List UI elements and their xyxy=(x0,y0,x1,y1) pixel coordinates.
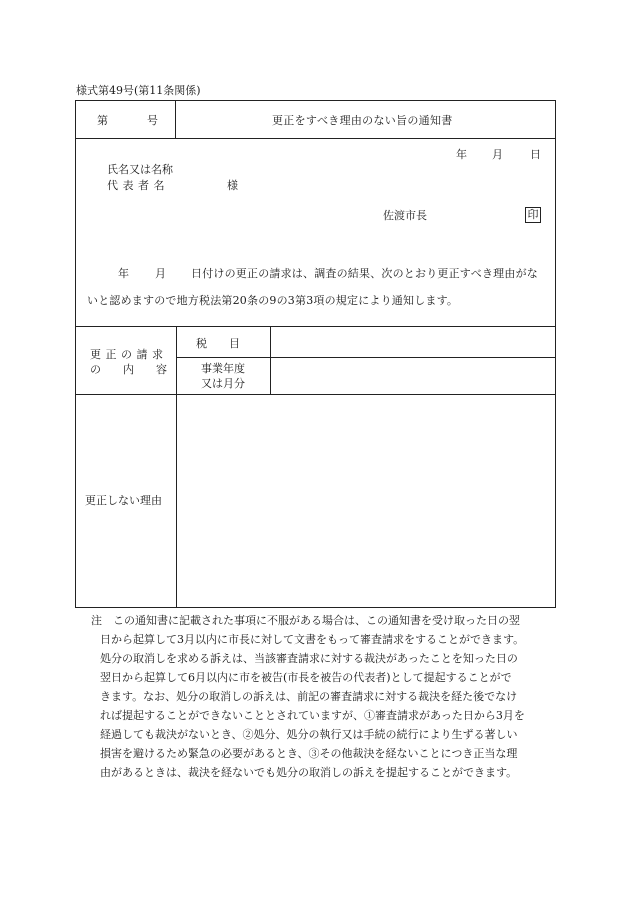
header-bottom-border xyxy=(75,138,556,139)
recipient-rep-label: 代 表 者 名 xyxy=(107,179,165,192)
form-label: 様式第49号(第11条関係) xyxy=(76,84,201,97)
table-top-border xyxy=(75,100,556,101)
label-column-divider xyxy=(176,326,177,608)
table-bottom-border xyxy=(75,607,556,608)
note-line-3: 処分の取消しを求める訴えは、当該審査請求に対する裁決があったことを知った日の xyxy=(100,652,518,665)
note-line-7: 経過しても裁決がないとき、②処分、処分の執行又は手続の続行により生ずる著しい xyxy=(100,728,518,741)
content-label-line-2: の 内 容 xyxy=(90,363,167,376)
table-right-border xyxy=(555,100,556,608)
note-line-2: 日から起算して3月以内に市長に対して文書をもって審査請求をすることができます。 xyxy=(100,633,525,646)
content-label-line-1: 更 正 の 請 求 xyxy=(90,348,164,361)
note-line-9: 由があるときは、裁決を経ないでも処分の取消しの訴えを提起することができます。 xyxy=(100,766,518,779)
note-line-5: きます。なお、処分の取消しの訴えは、前記の審査請求に対する裁決を経た後でなけ xyxy=(100,690,518,703)
body-month: 月 xyxy=(155,267,166,280)
fiscal-period-label-line-2: 又は月分 xyxy=(201,377,245,390)
note-line-4: 翌日から起算して6月以内に市を被告(市長を被告の代表者)として提起することがで xyxy=(100,671,512,684)
table-left-border xyxy=(75,100,76,608)
document-title: 更正をすべき理由のない旨の通知書 xyxy=(272,114,453,127)
content-top-border xyxy=(75,326,556,327)
body-line-1: 日付けの更正の請求は、調査の結果、次のとおり更正すべき理由がな xyxy=(191,267,538,280)
recipient-name-label: 氏名又は名称 xyxy=(107,163,173,176)
tax-row-bottom-border xyxy=(176,357,556,358)
fiscal-period-label-line-1: 事業年度 xyxy=(201,362,245,375)
reason-label: 更正しない理由 xyxy=(85,494,162,507)
note-line-6: れば提起することができないこととされていますが、①審査請求があった日から3月を xyxy=(100,709,525,722)
tax-item-label: 税 目 xyxy=(196,337,240,350)
number-suffix: 号 xyxy=(147,114,158,127)
note-line-8: 損害を避けるため緊急の必要があるとき、③その他裁決を経ないことにつき正当な理 xyxy=(100,747,518,760)
subfield-divider xyxy=(270,326,271,395)
header-divider xyxy=(175,100,176,138)
recipient-honorific: 様 xyxy=(227,179,238,192)
date-day: 日 xyxy=(530,148,541,161)
note-line-1: 注 この通知書に記載された事項に不服がある場合は、この通知書を受け取った日の翌 xyxy=(91,614,520,627)
body-year: 年 xyxy=(118,267,129,280)
body-line-2: いと認めますので地方税法第20条の9の3第3項の規定により通知します。 xyxy=(87,294,459,307)
issuer-name: 佐渡市長 xyxy=(383,209,427,222)
seal-stamp: 印 xyxy=(525,207,541,223)
date-month: 月 xyxy=(492,148,503,161)
content-bottom-border xyxy=(75,394,556,395)
number-prefix: 第 xyxy=(97,114,108,127)
date-year: 年 xyxy=(456,148,467,161)
